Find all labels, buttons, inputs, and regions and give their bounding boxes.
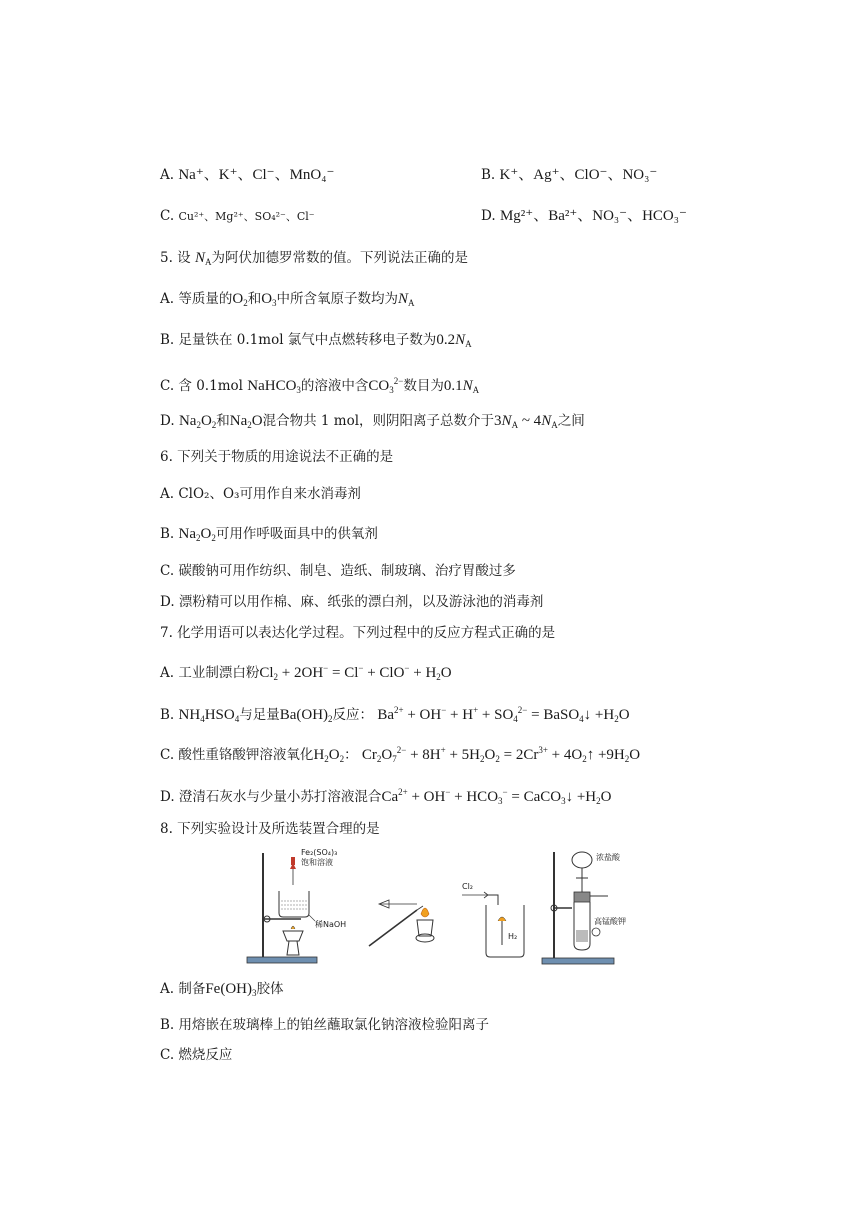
q8-a-pre: A. 制备 <box>160 981 206 997</box>
q6-option-b: B. $Na_2O_2$可用作呼吸面具中的供氧剂 <box>160 526 378 543</box>
q4-option-d <box>481 207 687 225</box>
q5-option-c: C. 含 0.1mol NaHCO$_3$的溶液中含$CO_3^{2-}$数目为$0.1N_A$ <box>160 376 480 395</box>
apparatus-flame-test-figure <box>365 890 435 950</box>
label-conc-hcl: 浓盐酸 <box>596 853 620 862</box>
q8-stem: 8. 下列实验设计及所选装置合理的是 <box>160 821 380 837</box>
q7-stem: 7. 化学用语可以表达化学过程。下列过程中的反应方程式正确的是 <box>160 625 556 641</box>
q7-option-d: D. 澄清石灰水与少量小苏打溶液混合$Ca^{2+} + OH^- + HCO_3^-$ = CaCO$_3$↓ $+H_2O$ <box>160 787 612 806</box>
q4-option-d-label: D. <box>481 208 496 224</box>
q5-option-b: B. 足量铁在 0.1mol 氯气中点燃转移电子数为$0.2N_A$ <box>160 332 472 349</box>
q4-option-b-text: K⁺、Ag⁺、ClO⁻、NO₃⁻ <box>499 167 658 183</box>
q7-b-pre: B. <box>160 707 175 723</box>
q5-stem: 5. 设 $N_A$为阿伏加德罗常数的值。下列说法正确的是 <box>160 250 468 267</box>
q5-a-post: 中所含氧原子数均为 <box>276 291 399 307</box>
q7-b-post: 反应： <box>332 707 374 723</box>
label-cl2: Cl₂ <box>462 882 474 891</box>
q8-option-a: A. 制备$Fe(OH)_3$胶体 <box>160 981 284 998</box>
q6-option-a: A. ClO₂、O₃可用作自来水消毒剂 <box>160 486 361 502</box>
q5-d-post: 之间 <box>557 413 585 429</box>
q5-stem-suffix: 为阿伏加德罗常数的值。下列说法正确的是 <box>211 250 468 266</box>
label-kmno4: 高锰酸钾 <box>594 917 626 926</box>
q4-option-c-label: C. <box>160 208 175 224</box>
q5-option-d: D. $Na_2O_2$和$Na_2O$混合物共 1 mol，则阴阳离子总数介于$3N_A$ ~ $4N_A$之间 <box>160 413 585 430</box>
q4-option-d-text: Mg²⁺、Ba²⁺、NO₃⁻、HCO₃⁻ <box>499 208 687 224</box>
q5-a-pre: A. 等质量的 <box>160 291 233 307</box>
q8-a-post: 胶体 <box>256 981 284 997</box>
q5-d-mid1: 和 <box>216 413 230 429</box>
q5-c-mid: 的溶液中含 <box>300 378 369 394</box>
q6-b-post: 可用作呼吸面具中的供氧剂 <box>215 526 378 542</box>
q8-option-c: C. 燃烧反应 <box>160 1047 233 1063</box>
q7-option-b: B. $NH_4HSO_4$与足量$Ba(OH)_2$反应： $Ba^{2+} + OH^- + H^+ + SO_4^{2-}$ = BaSO$_4$↓ $+H_2O$ <box>160 705 630 724</box>
label-dilute-naoh: 稀NaOH <box>315 920 347 929</box>
q5-d-pre: D. <box>160 413 175 429</box>
q6-option-c: C. 碳酸钠可用作纺织、制皂、造纸、制玻璃、治疗胃酸过多 <box>160 563 516 579</box>
q5-c-post: 数目为 <box>403 378 444 394</box>
apparatus-chlorine-generation-figure <box>540 848 660 966</box>
label-h2: H₂ <box>508 932 518 941</box>
q8-option-b: B. 用熔嵌在玻璃棒上的铂丝蘸取氯化钠溶液检验阳离子 <box>160 1017 490 1033</box>
q4-option-a-label: A. <box>160 167 175 183</box>
q7-c-pre: C. 酸性重铬酸钾溶液氧化 <box>160 747 314 763</box>
q5-option-a: A. 等质量的$O_2$和$O_3$中所含氧原子数均为$N_A$ <box>160 291 415 308</box>
q7-a-pre: A. 工业制漂白粉 <box>160 665 260 681</box>
q5-d-mid2: 混合物共 1 mol，则阴阳离子总数介于 <box>262 413 495 429</box>
q4-option-c <box>160 207 315 226</box>
apparatus-colloid-figure <box>243 845 347 967</box>
q6-b-pre: B. <box>160 526 175 542</box>
q7-b-mid: 与足量 <box>239 707 280 723</box>
q5-b-pre: B. 足量铁在 0.1mol 氯气中点燃转移电子数为 <box>160 332 437 348</box>
label-fe2so43: Fe₂(SO₄)₃ <box>301 848 338 857</box>
q6-option-d: D. 漂粉精可以用作棉、麻、纸张的漂白剂，以及游泳池的消毒剂 <box>160 594 544 610</box>
q4-option-a <box>160 166 334 184</box>
q5-c-pre: C. 含 0.1mol <box>160 378 243 394</box>
apparatus-combustion-figure <box>458 875 530 960</box>
q6-stem: 6. 下列关于物质的用途说法不正确的是 <box>160 449 394 465</box>
q7-option-c: C. 酸性重铬酸钾溶液氧化$H_2O_2$： $Cr_2O_7^{2-} + 8H^+ + 5H_2O_2 = 2Cr^{3+}$ + $4O_2↑ +9H_2O$ <box>160 745 641 764</box>
q7-option-a: A. 工业制漂白粉$Cl_2 + 2OH^- = Cl^- + ClO^- + H_2O$ <box>160 663 452 682</box>
label-saturated: 饱和溶液 <box>301 858 333 867</box>
q7-d-pre: D. 澄清石灰水与少量小苏打溶液混合 <box>160 789 382 805</box>
q4-option-c-text: Cu²⁺、Mg²⁺、SO₄²⁻、Cl⁻ <box>178 210 315 223</box>
q5-a-mid: 和 <box>247 291 262 307</box>
q5-stem-prefix: 5. 设 <box>160 250 191 266</box>
q4-option-b <box>481 166 657 184</box>
q4-option-a-text: Na⁺、K⁺、Cl⁻、MnO₄⁻ <box>178 167 335 183</box>
q4-option-b-label: B. <box>481 167 496 183</box>
